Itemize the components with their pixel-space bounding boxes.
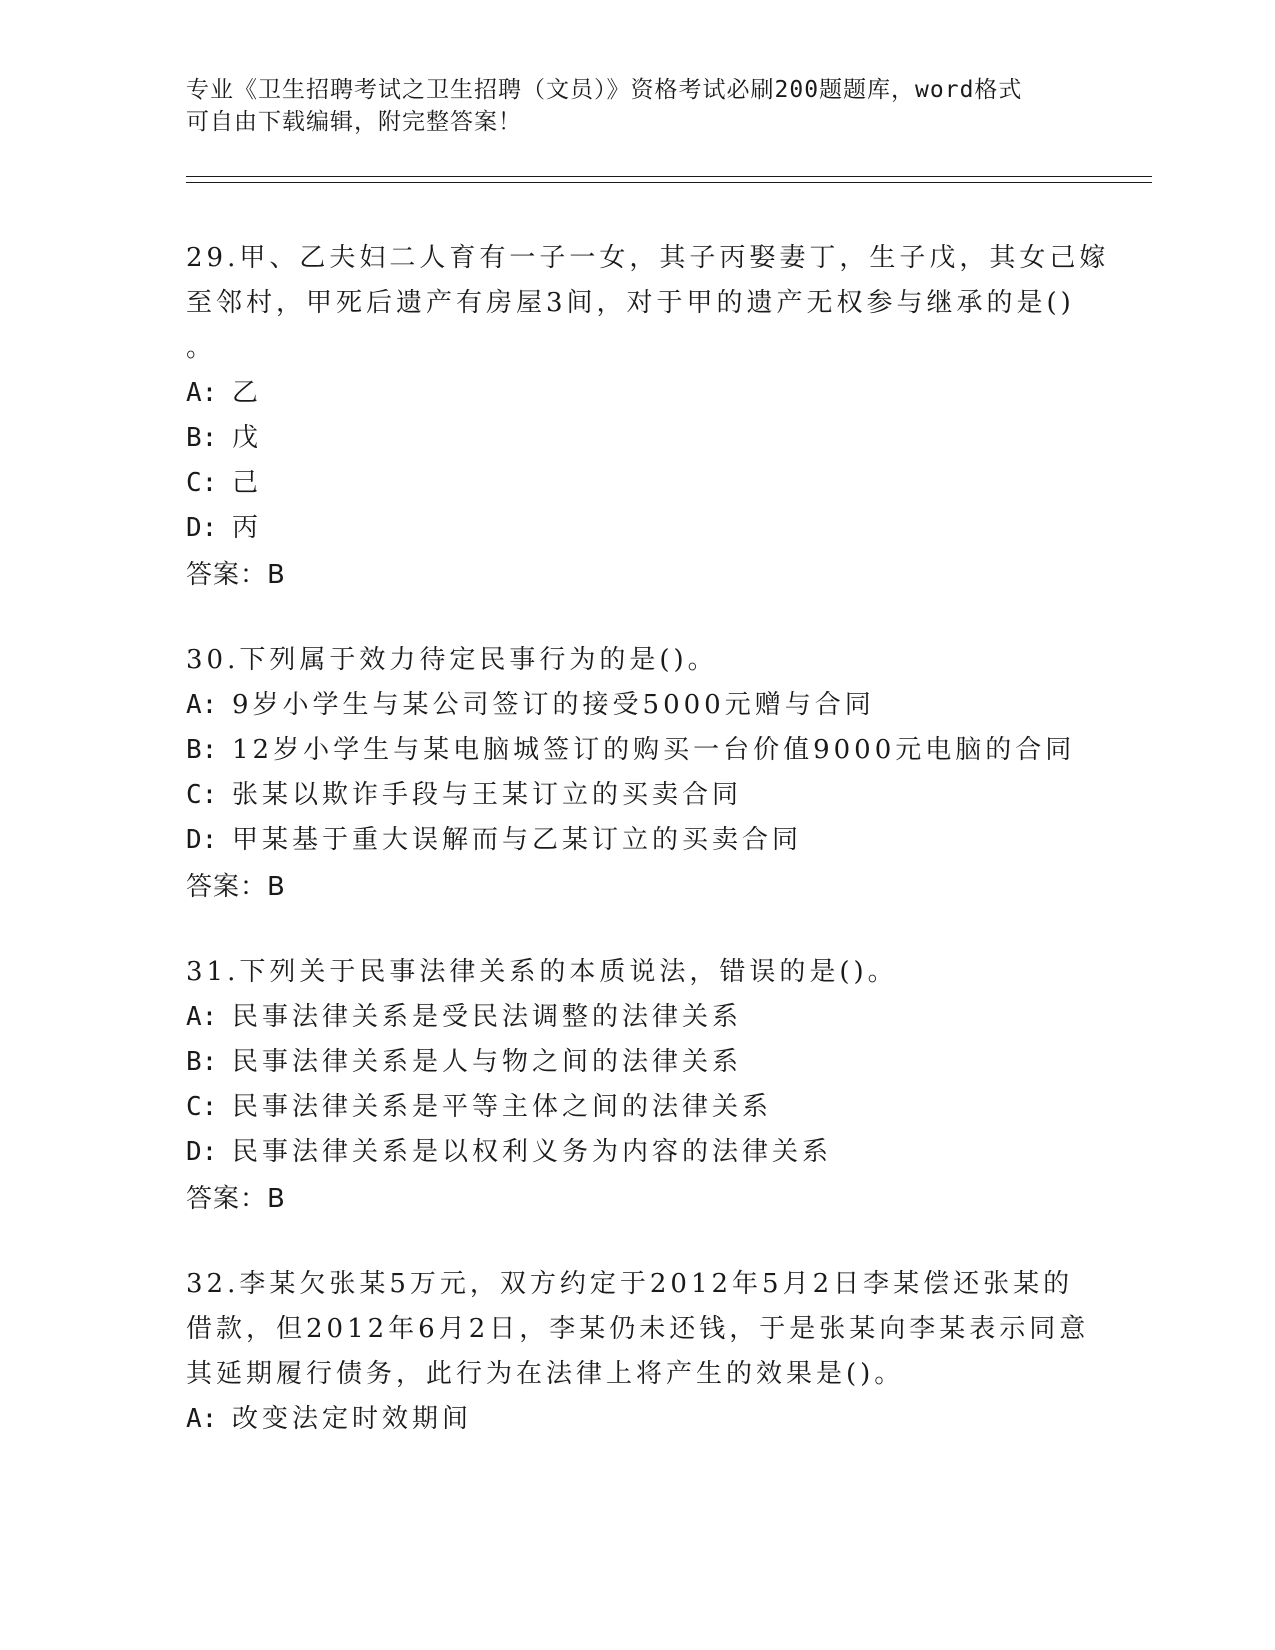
option-letter: D: [186, 825, 218, 855]
stem-line: 借款，但2012年6月2日，李某仍未还钱，于是张某向李某表示同意 [186, 1314, 1090, 1344]
option-letter: B: [186, 1047, 218, 1077]
option-letter: D: [186, 1137, 218, 1167]
question-31 [186, 950, 1086, 1222]
option-text: 改变法定时效期间 [232, 1404, 473, 1434]
option-text: 张某以欺诈手段与王某订立的买卖合同 [232, 780, 743, 810]
question-stem [186, 950, 1086, 995]
option-letter: B: [186, 423, 218, 453]
question-stem [186, 1262, 1090, 1397]
option-a [186, 1397, 1086, 1442]
stem-line: 。 [186, 333, 217, 363]
question-29 [186, 236, 1110, 598]
option-text: 9岁小学生与某公司签订的接受5000元赠与合同 [232, 690, 875, 720]
header-line-1: 专业《卫生招聘考试之卫生招聘（文员）》资格考试必刷200题题库，word格式 [186, 77, 1023, 103]
option-c [186, 773, 1086, 818]
option-letter: C: [186, 468, 218, 498]
stem-line: 32.李某欠张某5万元，双方约定于2012年5月2日李某偿还张某的 [186, 1269, 1074, 1299]
option-text: 丙 [232, 513, 263, 543]
header-divider-bottom [186, 182, 1152, 183]
option-b [186, 728, 1086, 773]
option-text: 12岁小学生与某电脑城签订的购买一台价值9000元电脑的合同 [232, 735, 1076, 765]
option-d [186, 818, 1086, 863]
option-letter: A: [186, 690, 218, 720]
option-c [186, 461, 1086, 506]
option-text: 戊 [232, 423, 263, 453]
stem-line: 31.下列关于民事法律关系的本质说法，错误的是()。 [186, 957, 898, 987]
answer-label: 答案：B [186, 560, 286, 590]
stem-line: 29.甲、乙夫妇二人育有一子一女，其子丙娶妻丁，生子戊，其女己嫁 [186, 243, 1110, 273]
header-divider-top [186, 176, 1152, 177]
option-a [186, 995, 1086, 1040]
option-letter: C: [186, 780, 218, 810]
option-a [186, 683, 1086, 728]
question-stem [186, 236, 1110, 371]
stem-line: 30.下列属于效力待定民事行为的是()。 [186, 645, 718, 675]
option-text: 民事法律关系是受民法调整的法律关系 [232, 1002, 743, 1032]
answer-label: 答案：B [186, 1184, 286, 1214]
option-text: 甲某基于重大误解而与乙某订立的买卖合同 [232, 825, 803, 855]
question-32 [186, 1262, 1090, 1442]
question-list [186, 236, 1110, 1482]
option-text: 民事法律关系是以权利义务为内容的法律关系 [232, 1137, 833, 1167]
document-header [186, 74, 1086, 138]
option-letter: A: [186, 1002, 218, 1032]
option-text: 己 [232, 468, 263, 498]
option-letter: A: [186, 378, 218, 408]
option-text: 民事法律关系是平等主体之间的法律关系 [232, 1092, 773, 1122]
option-letter: C: [186, 1092, 218, 1122]
option-c [186, 1085, 1086, 1130]
option-text: 民事法律关系是人与物之间的法律关系 [232, 1047, 743, 1077]
option-letter: B: [186, 735, 218, 765]
option-letter: D: [186, 513, 218, 543]
stem-line: 其延期履行债务，此行为在法律上将产生的效果是()。 [186, 1359, 905, 1389]
option-a [186, 371, 1086, 416]
option-b [186, 416, 1086, 461]
option-b [186, 1040, 1086, 1085]
stem-line: 至邻村，甲死后遗产有房屋3间，对于甲的遗产无权参与继承的是() [186, 288, 1075, 318]
option-d [186, 1130, 1086, 1175]
option-d [186, 506, 1086, 551]
option-text: 乙 [232, 378, 263, 408]
answer-label: 答案：B [186, 872, 286, 902]
question-stem [186, 638, 1086, 683]
option-letter: A: [186, 1404, 218, 1434]
question-30 [186, 638, 1086, 910]
header-line-2: 可自由下载编辑，附完整答案！ [186, 109, 522, 135]
